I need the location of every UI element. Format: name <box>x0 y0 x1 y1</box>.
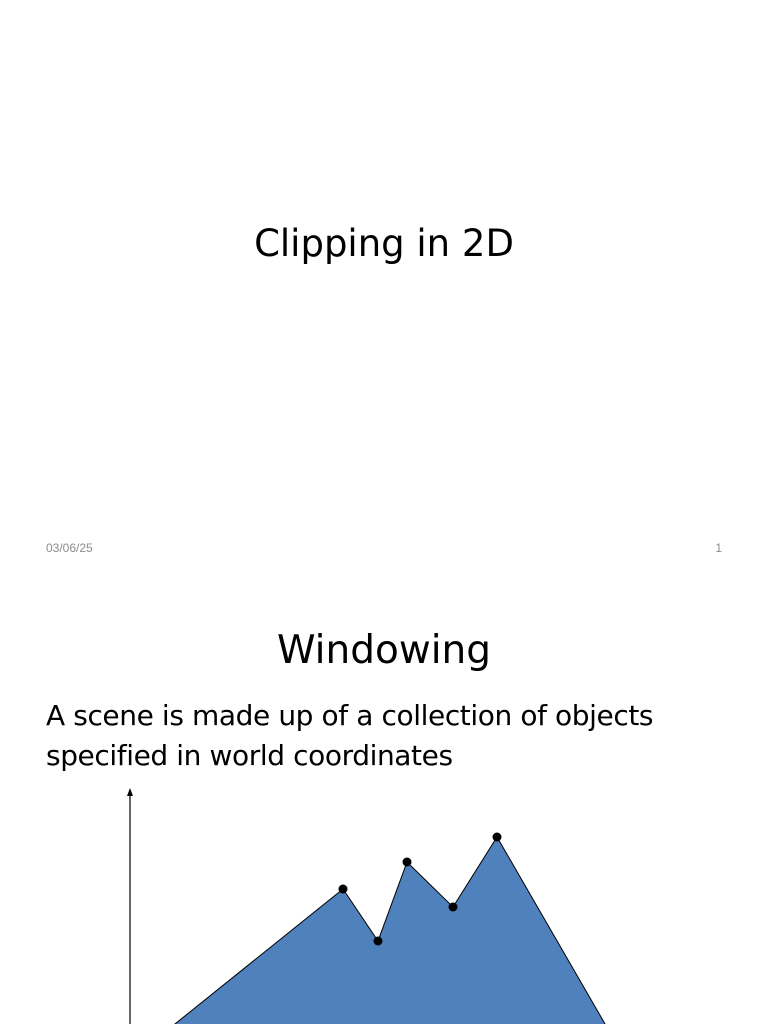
slide-2 <box>0 576 768 1024</box>
slide-2-title: Windowing <box>276 628 492 673</box>
body-line-2: specified in world coordinates <box>46 739 453 772</box>
vertex-point <box>449 903 458 912</box>
vertex-point <box>374 937 383 946</box>
slide-1-footer-date: 03/06/25 <box>46 541 93 555</box>
slide-1-title: Clipping in 2D <box>254 222 514 265</box>
world-scene-figure <box>0 576 768 1024</box>
y-axis-arrow-icon <box>127 788 133 796</box>
scene-polygon <box>160 837 612 1024</box>
vertex-point <box>339 885 348 894</box>
body-line-1: A scene is made up of a collection of objects <box>46 699 654 732</box>
slide-1-page-number: 1 <box>715 541 722 555</box>
vertex-point <box>493 833 502 842</box>
vertex-point <box>403 858 412 867</box>
